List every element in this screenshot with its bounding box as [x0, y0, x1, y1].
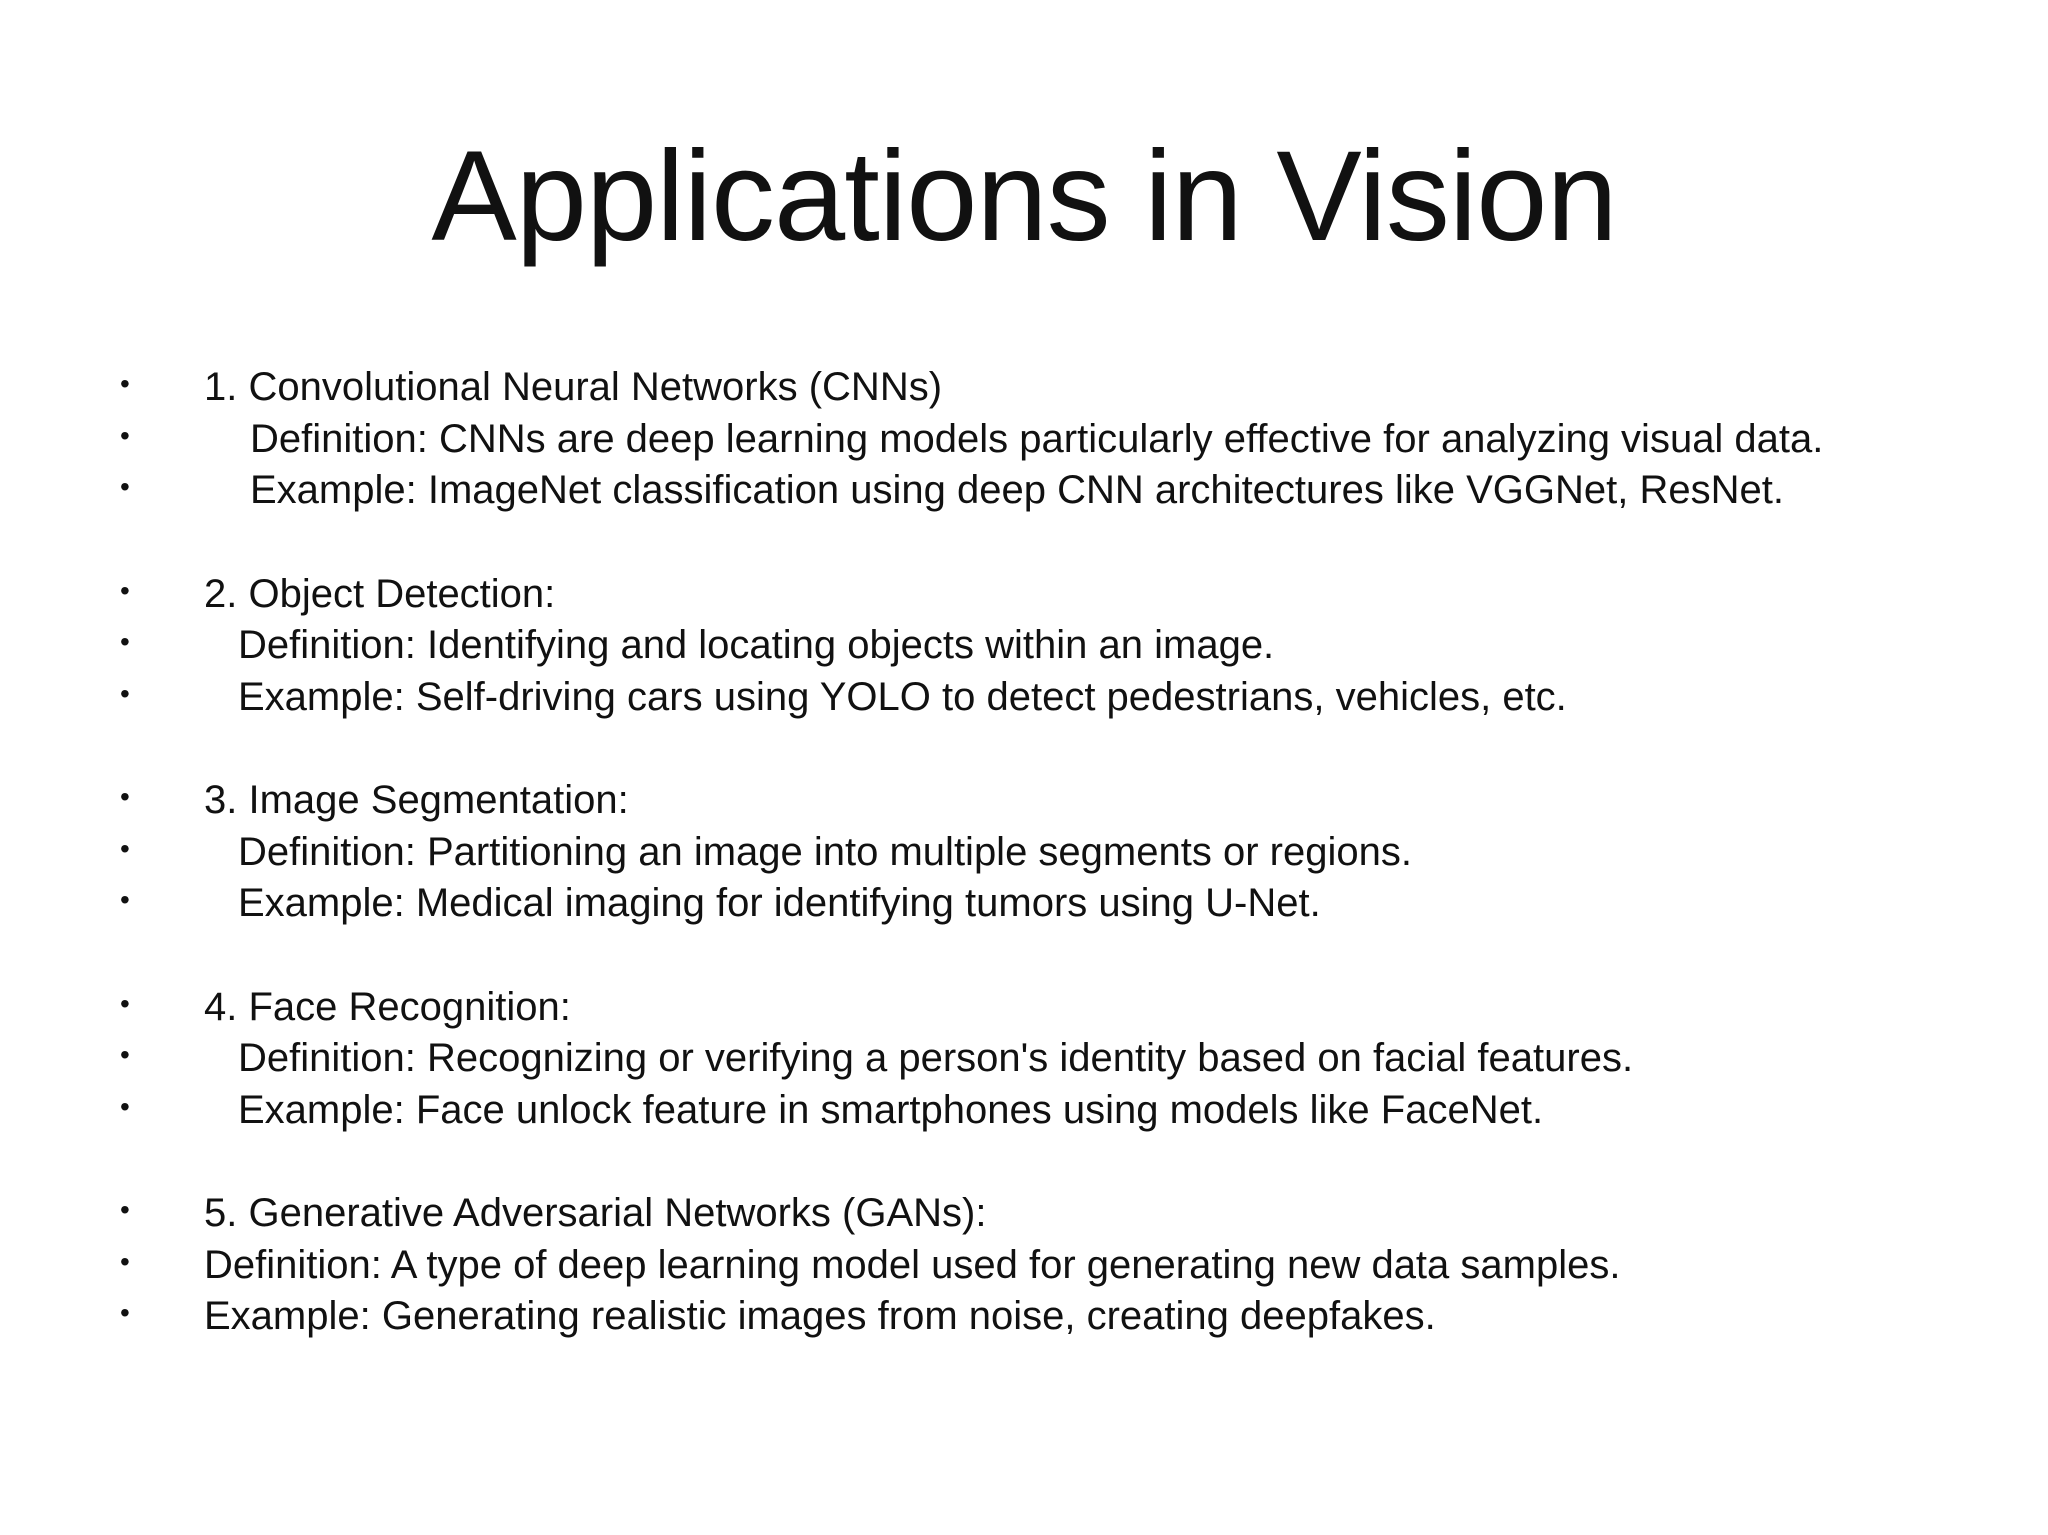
- section-example: Example: ImageNet classification using deep CNN architectures like VGGNet, ResNet.: [250, 468, 1784, 512]
- bullet-list: [120, 362, 2000, 1395]
- slide-title: Applications in Vision: [431, 125, 1617, 268]
- bullet-icon: •: [120, 419, 130, 451]
- list-item: [120, 775, 2000, 827]
- section-heading: 3. Image Segmentation:: [204, 778, 629, 822]
- bullet-icon: •: [120, 832, 130, 864]
- bullet-icon: •: [120, 626, 130, 657]
- list-item: [120, 620, 2000, 672]
- list-item: [120, 569, 2000, 621]
- section-definition: Definition: Identifying and locating objects within an image.: [238, 623, 1275, 667]
- section-object-detection: [120, 569, 2000, 724]
- section-example: Example: Self-driving cars using YOLO to detect pedestrians, vehicles, etc.: [238, 674, 1567, 719]
- section-heading: 1. Convolutional Neural Networks (CNNs): [204, 365, 943, 409]
- section-definition: Definition: Recognizing or verifying a person's identity based on facial features.: [238, 1036, 1634, 1080]
- section-definition: Definition: CNNs are deep learning models particularly effective for analyzing visual data.: [250, 416, 1824, 461]
- list-item: [120, 1033, 2000, 1085]
- section-example: Example: Generating realistic images from noise, creating deepfakes.: [204, 1294, 1436, 1338]
- section-heading: 4. Face Recognition:: [204, 984, 571, 1029]
- section-definition: Definition: A type of deep learning model used for generating new data samples.: [204, 1242, 1621, 1287]
- bullet-icon: •: [120, 677, 130, 709]
- bullet-icon: •: [120, 781, 130, 812]
- list-item: [120, 982, 2000, 1034]
- bullet-icon: •: [120, 1039, 130, 1070]
- bullet-icon: •: [120, 884, 130, 915]
- section-face-recognition: [120, 982, 2000, 1137]
- section-example: Example: Face unlock feature in smartphones using models like FaceNet.: [238, 1087, 1544, 1132]
- bullet-icon: •: [120, 1297, 130, 1328]
- bullet-icon: •: [120, 471, 130, 502]
- bullet-icon: •: [120, 574, 130, 606]
- section-cnns: [120, 362, 2000, 517]
- section-image-segmentation: [120, 775, 2000, 930]
- list-item: [120, 1240, 2000, 1292]
- list-item: [120, 672, 2000, 724]
- list-item: [120, 362, 2000, 414]
- list-item: [120, 414, 2000, 466]
- bullet-icon: •: [120, 1090, 130, 1122]
- list-item: [120, 1188, 2000, 1240]
- section-example: Example: Medical imaging for identifying tumors using U-Net.: [238, 881, 1321, 925]
- list-item: [120, 465, 2000, 517]
- list-item: [120, 878, 2000, 930]
- bullet-icon: •: [120, 1194, 130, 1225]
- bullet-icon: •: [120, 987, 130, 1019]
- bullet-icon: •: [120, 368, 130, 399]
- list-item: [120, 1291, 2000, 1343]
- section-definition: Definition: Partitioning an image into multiple segments or regions.: [238, 829, 1412, 874]
- list-item: [120, 1085, 2000, 1137]
- bullet-icon: •: [120, 1245, 130, 1277]
- section-heading: 5. Generative Adversarial Networks (GANs):: [204, 1191, 987, 1235]
- list-item: [120, 827, 2000, 879]
- section-gans: [120, 1188, 2000, 1343]
- section-heading: 2. Object Detection:: [204, 571, 556, 616]
